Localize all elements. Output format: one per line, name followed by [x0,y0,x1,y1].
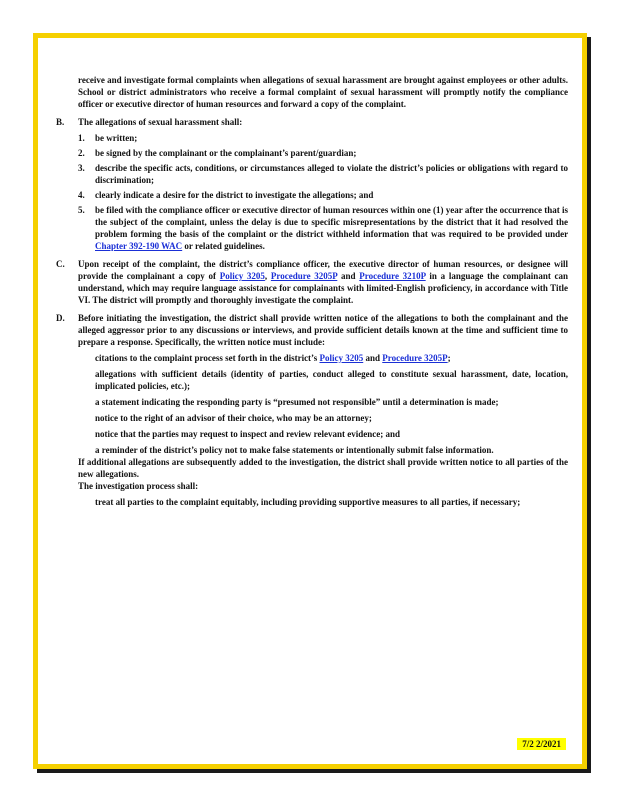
item-number: 1. [78,133,85,143]
item-text: a statement indicating the responding party is “presumed not responsible” until a determination is made; [95,397,499,407]
item-number: 2. [78,148,85,158]
item-text: ; [447,353,451,363]
list-item [78,132,568,144]
list-item [78,352,568,364]
policy-3205-link[interactable]: Policy 3205 [219,271,265,281]
text-segment: and [341,271,356,281]
section-d [56,312,568,348]
page-frame [33,33,587,769]
process-heading: The investigation process shall: [78,481,199,491]
item-text: citations to the complaint process set forth in the district’s [95,353,318,363]
list-item [78,147,568,159]
item-text: treat all parties to the complaint equitably, including providing supportive measures to all parties, if necessary; [95,497,521,507]
document-body [56,74,568,508]
list-item [78,444,568,456]
section-label: D. [56,313,65,323]
text-segment: in a language the complainant can understand, which may require language assistance for complainants with limited-English proficiency, in accordance with Title VI. The district will promptly and thoroughly investigate the complaint. [78,271,569,305]
item-text: allegations with sufficient details (identity of parties, conduct alleged to constitute sexual harassment, date, location, implicated policies, etc.); [95,369,568,391]
item-text: notice that the parties may request to inspect and review relevant evidence; and [95,429,400,439]
policy-3205-link[interactable]: Policy 3205 [319,353,364,363]
list-item [78,204,568,252]
list-item [78,396,568,408]
item-text: notice to the right of an advisor of their choice, who may be an attorney; [95,413,372,423]
notice-bullet-list [56,352,568,456]
section-c-text [78,258,568,306]
wac-chapter-link[interactable]: Chapter 392-190 WAC [95,241,183,251]
section-c [56,258,568,306]
section-label: C. [56,259,65,269]
procedure-3205p-link[interactable]: Procedure 3205P [382,353,448,363]
list-item [78,162,568,186]
item-number: 4. [78,190,85,200]
procedure-3205p-link[interactable]: Procedure 3205P [270,271,338,281]
section-heading: The allegations of sexual harassment shall: [78,117,243,127]
item-text-after: or related guidelines. [184,241,265,251]
list-item [78,412,568,424]
numbered-list [78,132,568,252]
list-item [78,189,568,201]
list-item [78,496,568,508]
section-heading: Before initiating the investigation, the district shall provide written notice of the allegations to both the complainant and the alleged aggressor prior to any discussions or interviews, and provide sufficient details known at the time and sufficient time to prepare a response. Specifically, the written notice must include: [78,313,568,347]
section-label: B. [56,117,65,127]
item-text: be filed with the compliance officer or executive director of human resources within one (1) year after the occurrence that is the subject of the complaint, unless the delay is due to specific misrepresentations by the district that it had resolved the problem forming the basis of the complaint or the district withheld information that was required to be provided under [95,205,568,239]
item-text: a reminder of the district’s policy not to make false statements or intentionally submit false information. [95,445,494,455]
revision-date: 7/2 2/2021 [517,738,566,750]
item-number: 5. [78,205,85,215]
procedure-3210p-link[interactable]: Procedure 3210P [359,271,426,281]
text-segment: , [264,271,268,281]
item-text: clearly indicate a desire for the district to investigate the allegations; and [95,190,374,200]
process-bullet-list [56,496,568,508]
list-item [78,368,568,392]
item-text: and [365,353,380,363]
item-text: be written; [95,133,138,143]
item-text: describe the specific acts, conditions, or circumstances alleged to violate the district’s policies or obligations with regard to discrimination; [95,163,568,185]
item-number: 3. [78,163,85,173]
text-segment: Upon receipt of the complaint, the district’s compliance officer, the executive director of human resources, or designee will provide the complainant a copy of [78,259,568,281]
section-b [56,116,568,252]
additional-allegations-paragraph: If additional allegations are subsequently added to the investigation, the district shall provide written notice to all parties of the new allegations. [78,457,568,479]
intro-paragraph: receive and investigate formal complaints when allegations of sexual harassment are brought against employees or other adults. School or district administrators who receive a formal complaint of sexual harassment will promptly notify the compliance officer or executive director of human resources and forward a copy of the complaint. [78,75,568,109]
list-item [78,428,568,440]
item-text: be signed by the complainant or the complainant’s parent/guardian; [95,148,357,158]
